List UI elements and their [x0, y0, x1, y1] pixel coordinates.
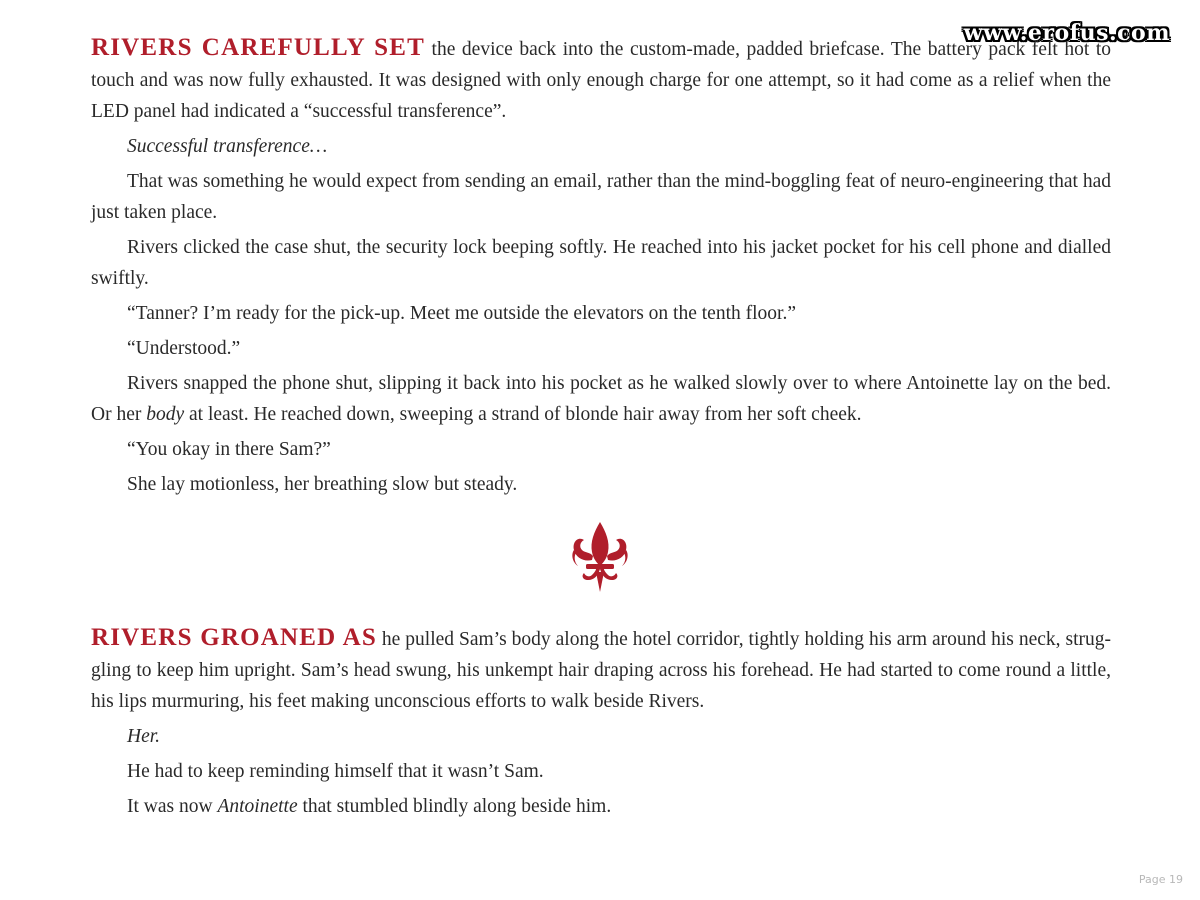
paragraph-text: at least. He reached down, sweeping a strand of blonde hair away from her soft cheek.	[184, 404, 862, 425]
dialogue-line: “You okay in there Sam?”	[127, 439, 331, 460]
section-one	[91, 32, 1111, 500]
paragraph: She lay motionless, her breathing slow but steady.	[127, 474, 518, 495]
paragraph-text: Rivers snapped the phone shut, slipping it back into his pocket as he walked slowly over to where Antoinette lay on the bed. Or her	[91, 373, 1111, 425]
fleur-de-lis-icon	[568, 520, 632, 594]
watermark: www.erofus.com	[963, 20, 1170, 46]
paragraph: Rivers clicked the case shut, the security lock beeping softly. He reached into his jacket pocket for his cell phone and dialled swiftly.	[91, 237, 1111, 289]
lead-in-caps: RIVERS CAREFULLY SET	[91, 34, 425, 61]
italic-text: Successful transference…	[127, 136, 328, 157]
paragraph-italic	[91, 721, 1111, 752]
paragraph-text: the device back into the custom-made, padded briefcase. The battery pack felt hot to touch and was now fully exhausted. It was designed with only enough charge for one attempt, so it had come as a relief when the LED panel had indicated a “successful transference”.	[91, 39, 1112, 122]
lead-in-caps: RIVERS GROANED AS	[91, 624, 377, 651]
paragraph-text: It was now	[127, 796, 218, 817]
dialogue-line: “Tanner? I’m ready for the pick-up. Meet me outside the elevators on the tenth floor.”	[127, 303, 796, 324]
paragraph-italic	[91, 131, 1111, 162]
italic-text: Antoinette	[217, 796, 298, 817]
italic-text: Her.	[127, 726, 161, 747]
paragraph-text: that stumbled blindly along beside him.	[297, 796, 612, 817]
page-number: Page 19	[1138, 873, 1183, 886]
paragraph-opening	[91, 622, 1111, 717]
section-two	[91, 622, 1111, 822]
dialogue-line: “Understood.”	[127, 338, 241, 359]
paragraph: He had to keep reminding himself that it wasn’t Sam.	[127, 761, 544, 782]
paragraph-text: he pulled Sam’s body along the hotel corridor, tightly holding his arm around his neck, struggling to keep him upright. Sam’s head swung, his unkempt hair draping across his forehead. He had started to come round a little, his lips murmuring, his feet making unconscious efforts to walk beside Rivers.	[91, 629, 1112, 712]
paragraph: That was something he would expect from sending an email, rather than the mind-boggling feat of neuro-engineering that had just taken place.	[91, 171, 1111, 223]
paragraph	[91, 791, 1111, 822]
paragraph-opening	[91, 32, 1111, 127]
paragraph	[91, 368, 1111, 430]
italic-text: body	[146, 404, 185, 425]
